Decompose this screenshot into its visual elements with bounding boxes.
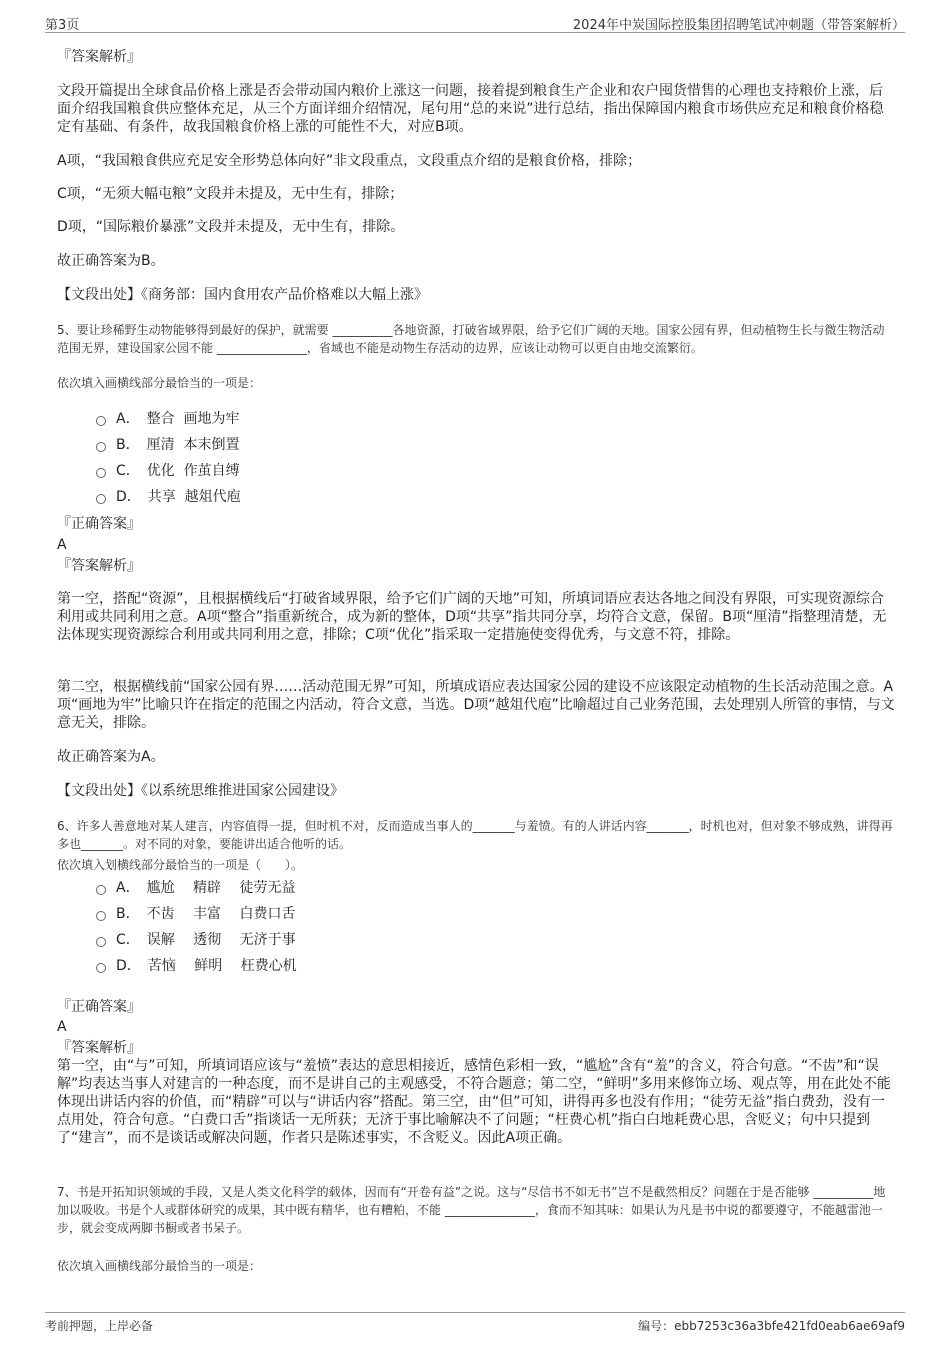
page-header	[45, 12, 905, 33]
q4-analysis-paragraph: 文段开篇提出全球食品价格上涨是否会带动国内粮价上涨这一问题，接着提到粮食生产企业和农户囤货惜售的心理也支持粮价上涨，后面介绍我国粮食供应整体充足，从三个方面详细介绍情况，尾句用“总的来说”进行总结，指出保障国内粮食市场供应充足和粮食价格稳定有基础、有条件，故我国粮食价格上涨的可能性不大，对应B项。	[57, 83, 884, 135]
q5-prompt: 依次填入画横线部分最恰当的一项是：	[57, 376, 262, 390]
radio-button[interactable]	[96, 911, 106, 921]
q6-option-c[interactable]: C． 误解 透彻 无济于事	[96, 931, 296, 949]
q6-option-d[interactable]: D． 苦恼 鲜明 枉费心机	[96, 957, 297, 975]
radio-button[interactable]	[96, 885, 106, 895]
q6-analysis-paragraph: 第一空，由“与”可知，所填词语应该与“羞愤”表达的意思相接近，感情色彩相一致，“尴尬”含有“羞”的含义，符合句意。“不齿”和“误解”均表达当事人对建言的一种态度，而不是讲自己的主观感受，不符合题意；第二空，“鲜明”多用来修饰立场、观点等，用在此处不能体现出讲话内容的价值，而“精辟”可以与“讲话内容”搭配。第三空，由“但”可知，讲得再多也没有作用；“徒劳无益”指白费劲，没有一点用处，符合句意。“白费口舌”指谈话一无所获；无济于事比喻解决不了问题；“枉费心机”指白白地耗费心思，含贬义；句中只提到了“建言”，而不是谈话或解决问题，作者只是陈述事实，不含贬义。因此A项正确。	[57, 1058, 891, 1146]
q5-stem: 5、要让珍稀野生动物能够得到最好的保护，就需要 __________各地资源，打破省域界限，给予它们广阔的天地。国家公园有界，但动植物生长与微生物活动范围无界，建设国家公园不能 _______________，省域也不能是动物生存活动的边界，应该让动物可以更自由地交流繁衍。	[57, 323, 885, 355]
radio-button[interactable]	[96, 963, 106, 973]
q6-correct-label: 『正确答案』	[57, 999, 141, 1015]
q5-option-c[interactable]: C． 优化 作茧自缚	[96, 462, 240, 480]
q5-source: 【文段出处】《以系统思维推进国家公园建设》	[57, 783, 344, 799]
page-footer	[45, 1312, 905, 1335]
radio-button[interactable]	[96, 442, 106, 452]
page-number: 第3页	[45, 18, 80, 33]
document-title: 2024年中炭国际控股集团招聘笔试冲刺题（带答案解析）	[572, 18, 905, 33]
q5-correct-label: 『正确答案』	[57, 516, 141, 532]
q6-stem: 6、许多人善意地对某人建言，内容值得一提，但时机不对，反而造成当事人的_______与羞愤。有的人讲话内容_______，时机也对，但对象不够成熟，讲得再多也_______。对不同的对象，要能讲出适合他听的话。	[57, 819, 893, 851]
q5-analysis-paragraph-1: 第一空，搭配“资源”，且根据横线后“打破省域界限，给予它们广阔的天地”可知，所填词语应表达各地之间没有界限，可实现资源综合利用或共同利用之意。A项“整合”指重新统合，成为新的整体，D项“共享”指共同分享，均符合文意，保留。B项“厘清”指整理清楚，无法体现实现资源综合利用或共同利用之意，排除；C项“优化”指采取一定措施使变得优秀，与文意不符，排除。	[57, 591, 887, 643]
q6-analysis-label: 『答案解析』	[57, 1040, 141, 1056]
q4-option-d-analysis: D项，“国际粮价暴涨”文段并未提及，无中生有，排除。	[57, 219, 405, 235]
q5-analysis-paragraph-2: 第二空，根据横线前“国家公园有界……活动范围无界”可知，所填成语应表达国家公园的建设不应该限定动植物的生长活动范围之意。A项“画地为牢”比喻只许在指定的范围之内活动，符合文意，当选。D项“越俎代庖”比喻超过自己业务范围，去处理别人所管的事情，与文意无关，排除。	[57, 679, 895, 731]
q6-prompt: 依次填入划横线部分最恰当的一项是（ ）。	[57, 858, 304, 872]
radio-button[interactable]	[96, 468, 106, 478]
q5-analysis-label: 『答案解析』	[57, 558, 141, 574]
radio-button[interactable]	[96, 416, 106, 426]
q4-option-a-analysis: A项，“我国粮食供应充足安全形势总体向好”非文段重点，文段重点介绍的是粮食价格，排除；	[57, 153, 642, 169]
q5-option-b[interactable]: B． 厘清 本末倒置	[96, 436, 240, 454]
q7-stem: 7、书是开拓知识领域的手段，又是人类文化科学的载体，因而有“开卷有益”之说。这与“尽信书不如无书”岂不是截然相反？问题在于是否能够 __________地加以吸收。书是个人或群体研究的成果，其中既有精华，也有糟粕，不能 _______________，食而不知其味：如果认为凡是书中说的都要遵守，不能越雷池一步，就会变成两脚书橱或者书呆子。	[57, 1185, 886, 1235]
q5-option-a[interactable]: A． 整合 画地为牢	[96, 410, 239, 428]
q7-prompt: 依次填入画横线部分最恰当的一项是：	[57, 1259, 262, 1273]
q6-option-b[interactable]: B． 不齿 丰富 白费口舌	[96, 905, 296, 923]
q6-correct-answer: A	[57, 1019, 67, 1035]
document-id: 编号：ebb7253c36a3bfe421fd0eab6ae69af9	[638, 1319, 905, 1333]
q4-source: 【文段出处】《商务部：国内食用农产品价格难以大幅上涨》	[57, 287, 428, 303]
q5-conclusion: 故正确答案为A。	[57, 749, 165, 765]
radio-button[interactable]	[96, 937, 106, 947]
q4-analysis-label: 『答案解析』	[57, 49, 141, 65]
footer-slogan: 考前押题，上岸必备	[45, 1319, 154, 1333]
radio-button[interactable]	[96, 494, 106, 504]
q4-option-c-analysis: C项，“无须大幅屯粮”文段并未提及，无中生有，排除；	[57, 186, 404, 202]
q6-option-a[interactable]: A． 尴尬 精辟 徒劳无益	[96, 879, 295, 897]
q5-option-d[interactable]: D． 共享 越俎代庖	[96, 488, 241, 506]
q5-correct-answer: A	[57, 537, 67, 553]
q4-conclusion: 故正确答案为B。	[57, 253, 165, 269]
